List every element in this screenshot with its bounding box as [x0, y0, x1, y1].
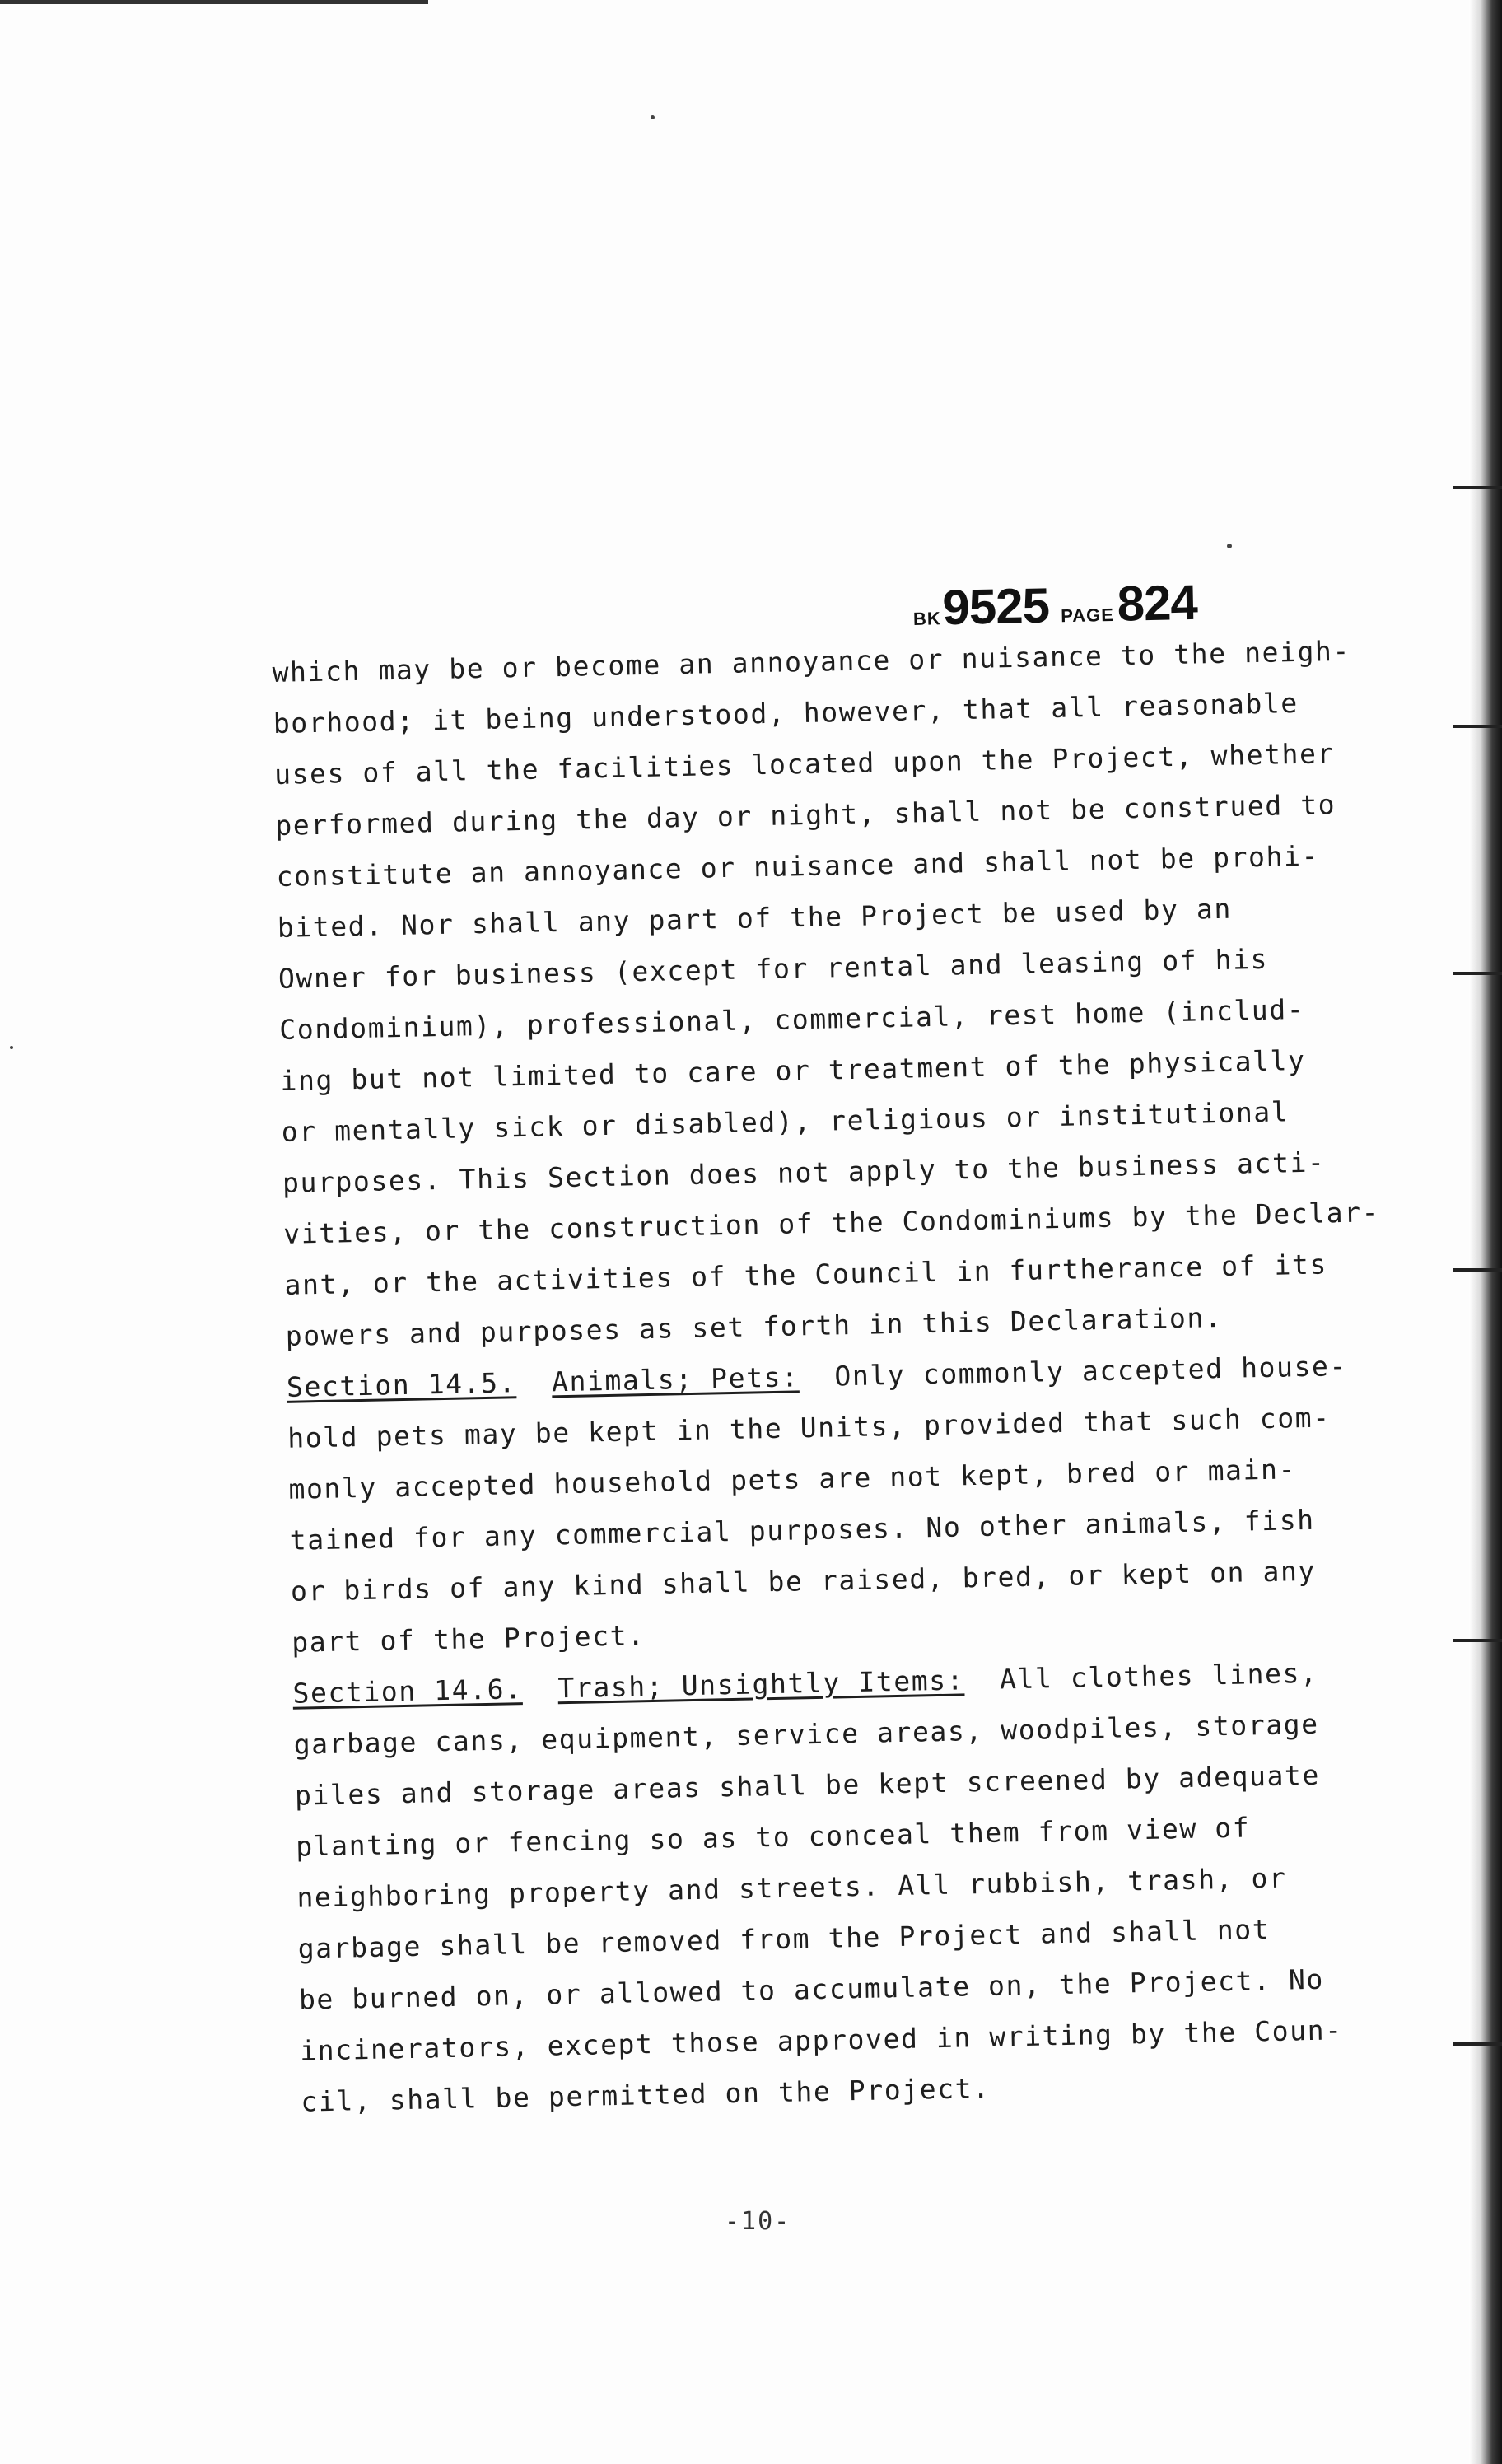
scan-speck	[1227, 544, 1232, 548]
section-14-5-line: monly accepted household pets are not kept, bred or main-	[288, 1453, 1297, 1505]
body-line: purposes. This Section does not apply to the business acti-	[282, 1146, 1326, 1199]
book-number: 9525	[941, 577, 1050, 636]
body-line: ant, or the activities of the Council in furtherance of its	[284, 1248, 1328, 1301]
section-14-6-line: garbage cans, equipment, service areas, woodpiles, storage	[293, 1707, 1320, 1761]
section-14-5-line: hold pets may be kept in the Units, provided that such com-	[287, 1401, 1332, 1454]
section-14-5-line: part of the Project.	[291, 1619, 646, 1659]
section-14-6-line: piles and storage areas shall be kept screened by adequate	[294, 1758, 1321, 1812]
section-14-6-line: neighboring property and streets. All rubbish, trash, or	[296, 1861, 1287, 1914]
section-14-5-number: Section 14.5.	[286, 1366, 517, 1403]
footer-page-number: -10-	[725, 2207, 791, 2236]
section-14-6-line: be burned on, or allowed to accumulate on, the Project. No	[298, 1962, 1325, 2016]
edge-mark	[1453, 486, 1502, 489]
scan-right-edge	[1469, 0, 1502, 2464]
section-14-5-lead-text: Only commonly accepted house-	[834, 1349, 1348, 1393]
body-line: powers and purposes as set forth in this Declaration.	[285, 1300, 1223, 1352]
body-line: ing but not limited to care or treatment of the physically	[280, 1043, 1306, 1097]
body-line: or mentally sick or disabled), religious or institutional	[281, 1095, 1290, 1148]
body-line: borhood; it being understood, however, that all reasonable	[273, 686, 1299, 740]
edge-mark	[1453, 1268, 1502, 1272]
scan-speck	[10, 1046, 13, 1049]
body-line: uses of all the facilities located upon the Project, whether	[273, 737, 1336, 791]
section-14-6-heading: Trash; Unsightly Items:	[557, 1664, 965, 1705]
edge-mark	[1453, 1639, 1502, 1642]
section-14-6-line: planting or fencing so as to conceal them from view of	[295, 1811, 1251, 1863]
section-14-5-line: tained for any commercial purposes. No other animals, fish	[289, 1503, 1316, 1556]
edge-mark	[1453, 2042, 1502, 2046]
section-14-6-line: incinerators, except those approved in writing by the Coun-	[299, 2014, 1343, 2067]
scan-top-edge	[0, 0, 428, 4]
section-14-6-line: garbage shall be removed from the Project and shall not	[297, 1912, 1271, 1965]
body-line: performed during the day or night, shall not be construed to	[274, 788, 1336, 842]
page-number: 824	[1116, 574, 1198, 632]
page-prefix: PAGE	[1060, 604, 1115, 627]
body-line: vities, or the construction of the Condominiums by the Declar-	[282, 1196, 1380, 1250]
section-14-6-line: cil, shall be permitted on the Project.	[301, 2071, 991, 2118]
book-prefix: BK	[912, 608, 942, 629]
body-line: Condominium), professional, commercial, rest home (includ-	[278, 992, 1305, 1046]
section-14-6-lead-text: All clothes lines,	[999, 1656, 1318, 1696]
edge-mark	[1453, 725, 1502, 728]
body-line: bited. Nor shall any part of the Project be used by an	[277, 892, 1233, 944]
body-line: which may be or become an annoyance or nuisance to the neigh-	[272, 634, 1351, 688]
section-14-5-line: or birds of any kind shall be raised, bred, or kept on any	[290, 1554, 1317, 1608]
scan-speck	[651, 115, 655, 119]
document-body	[272, 626, 1380, 2128]
section-14-5-heading: Animals; Pets:	[551, 1360, 800, 1398]
book-page-reference	[912, 574, 1197, 637]
edge-mark	[1453, 972, 1502, 975]
body-line: constitute an annoyance or nuisance and shall not be prohi-	[276, 839, 1320, 893]
section-14-6-number: Section 14.6.	[292, 1673, 523, 1710]
body-line: Owner for business (except for rental and leasing of his	[278, 942, 1269, 995]
